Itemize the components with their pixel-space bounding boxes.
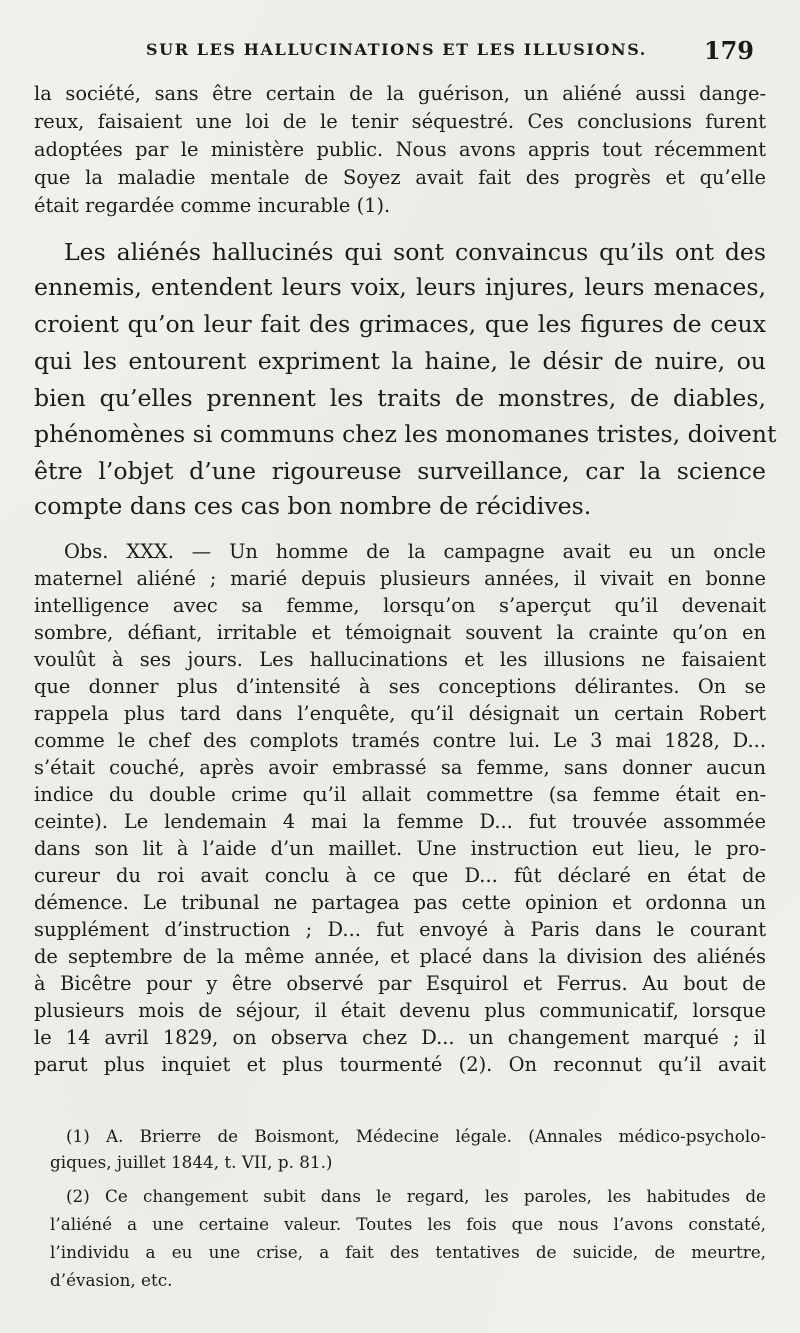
text-line: que la maladie mentale de Soyez avait fait des progrès et qu’elle (34, 166, 766, 189)
text-line: bien qu’elles prennent les traits de monstres, de diables, (34, 384, 766, 412)
text-line: comme le chef des complots tramés contre lui. Le 3 mai 1828, D... (34, 729, 766, 752)
footnote-2-line: d’évasion, etc. (50, 1270, 173, 1290)
text-line: la société, sans être certain de la guérison, un aliéné aussi dange- (34, 82, 766, 105)
text-line: ceinte). Le lendemain 4 mai la femme D... fut trouvée assommée (34, 810, 766, 833)
text-line: dans son lit à l’aide d’un maillet. Une instruction eut lieu, le pro- (34, 837, 766, 860)
text-line: compte dans ces cas bon nombre de récidives. (34, 492, 592, 520)
page-header (36, 36, 764, 70)
text-line: plusieurs mois de séjour, il était devenu plus communicatif, lorsque (34, 999, 766, 1022)
text-line: être l’objet d’une rigoureuse surveillance, car la science (34, 457, 766, 485)
text-line: de septembre de la même année, et placé dans la division des aliénés (34, 945, 766, 968)
text-line: démence. Le tribunal ne partagea pas cette opinion et ordonna un (34, 891, 766, 914)
text-line: que donner plus d’intensité à ses conceptions délirantes. On se (34, 675, 766, 698)
footnote-2-line: (2) Ce changement subit dans le regard, les paroles, les habitudes de (66, 1186, 766, 1206)
text-line: croient qu’on leur fait des grimaces, que les figures de ceux (34, 310, 766, 338)
footnote-2-line: l’individu a eu une crise, a fait des tentatives de suicide, de meurtre, (50, 1242, 766, 1262)
text-line: à Bicêtre pour y être observé par Esquirol et Ferrus. Au bout de (34, 972, 766, 995)
text-line: Obs. XXX. — Un homme de la campagne avait eu un oncle (64, 540, 766, 563)
text-line: voulût à ses jours. Les hallucinations et les illusions ne faisaient (34, 648, 766, 671)
text-line: adoptées par le ministère public. Nous avons appris tout récemment (34, 138, 766, 161)
footnote-1-line: (1) A. Brierre de Boismont, Médecine légale. (Annales médico-psycholo- (66, 1126, 766, 1146)
text-line: reux, faisaient une loi de le tenir séquestré. Ces conclusions furent (34, 110, 766, 133)
text-line: ennemis, entendent leurs voix, leurs injures, leurs menaces, (34, 273, 766, 301)
text-line: rappela plus tard dans l’enquête, qu’il désignait un certain Robert (34, 702, 766, 725)
text-line: s’était couché, après avoir embrassé sa femme, sans donner aucun (34, 756, 766, 779)
text-line: qui les entourent expriment la haine, le désir de nuire, ou (34, 347, 766, 375)
text-line: cureur du roi avait conclu à ce que D... fût déclaré en état de (34, 864, 766, 887)
text-line: indice du double crime qu’il allait commettre (sa femme était en- (34, 783, 766, 806)
text-line: parut plus inquiet et plus tourmenté (2). On reconnut qu’il avait (34, 1053, 766, 1076)
running-head: SUR LES HALLUCINATIONS ET LES ILLUSIONS. (146, 40, 647, 59)
text-line: supplément d’instruction ; D... fut envoyé à Paris dans le courant (34, 918, 766, 941)
page-number: 179 (703, 36, 754, 65)
text-line: maternel aliéné ; marié depuis plusieurs années, il vivait en bonne (34, 567, 766, 590)
text-line: intelligence avec sa femme, lorsqu’on s’aperçut qu’il devenait (34, 594, 766, 617)
footnote-2-line: l’aliéné a une certaine valeur. Toutes les fois que nous l’avons constaté, (50, 1214, 766, 1234)
text-line: le 14 avril 1829, on observa chez D... un changement marqué ; il (34, 1026, 766, 1049)
text-line: Les aliénés hallucinés qui sont convaincus qu’ils ont des (64, 238, 766, 266)
footnote-1-line: giques, juillet 1844, t. VII, p. 81.) (50, 1152, 333, 1172)
text-line: sombre, défiant, irritable et témoignait souvent la crainte qu’on en (34, 621, 766, 644)
text-line: était regardée comme incurable (1). (34, 194, 391, 217)
text-line: phénomènes si communs chez les monomanes tristes, doivent (34, 420, 777, 448)
